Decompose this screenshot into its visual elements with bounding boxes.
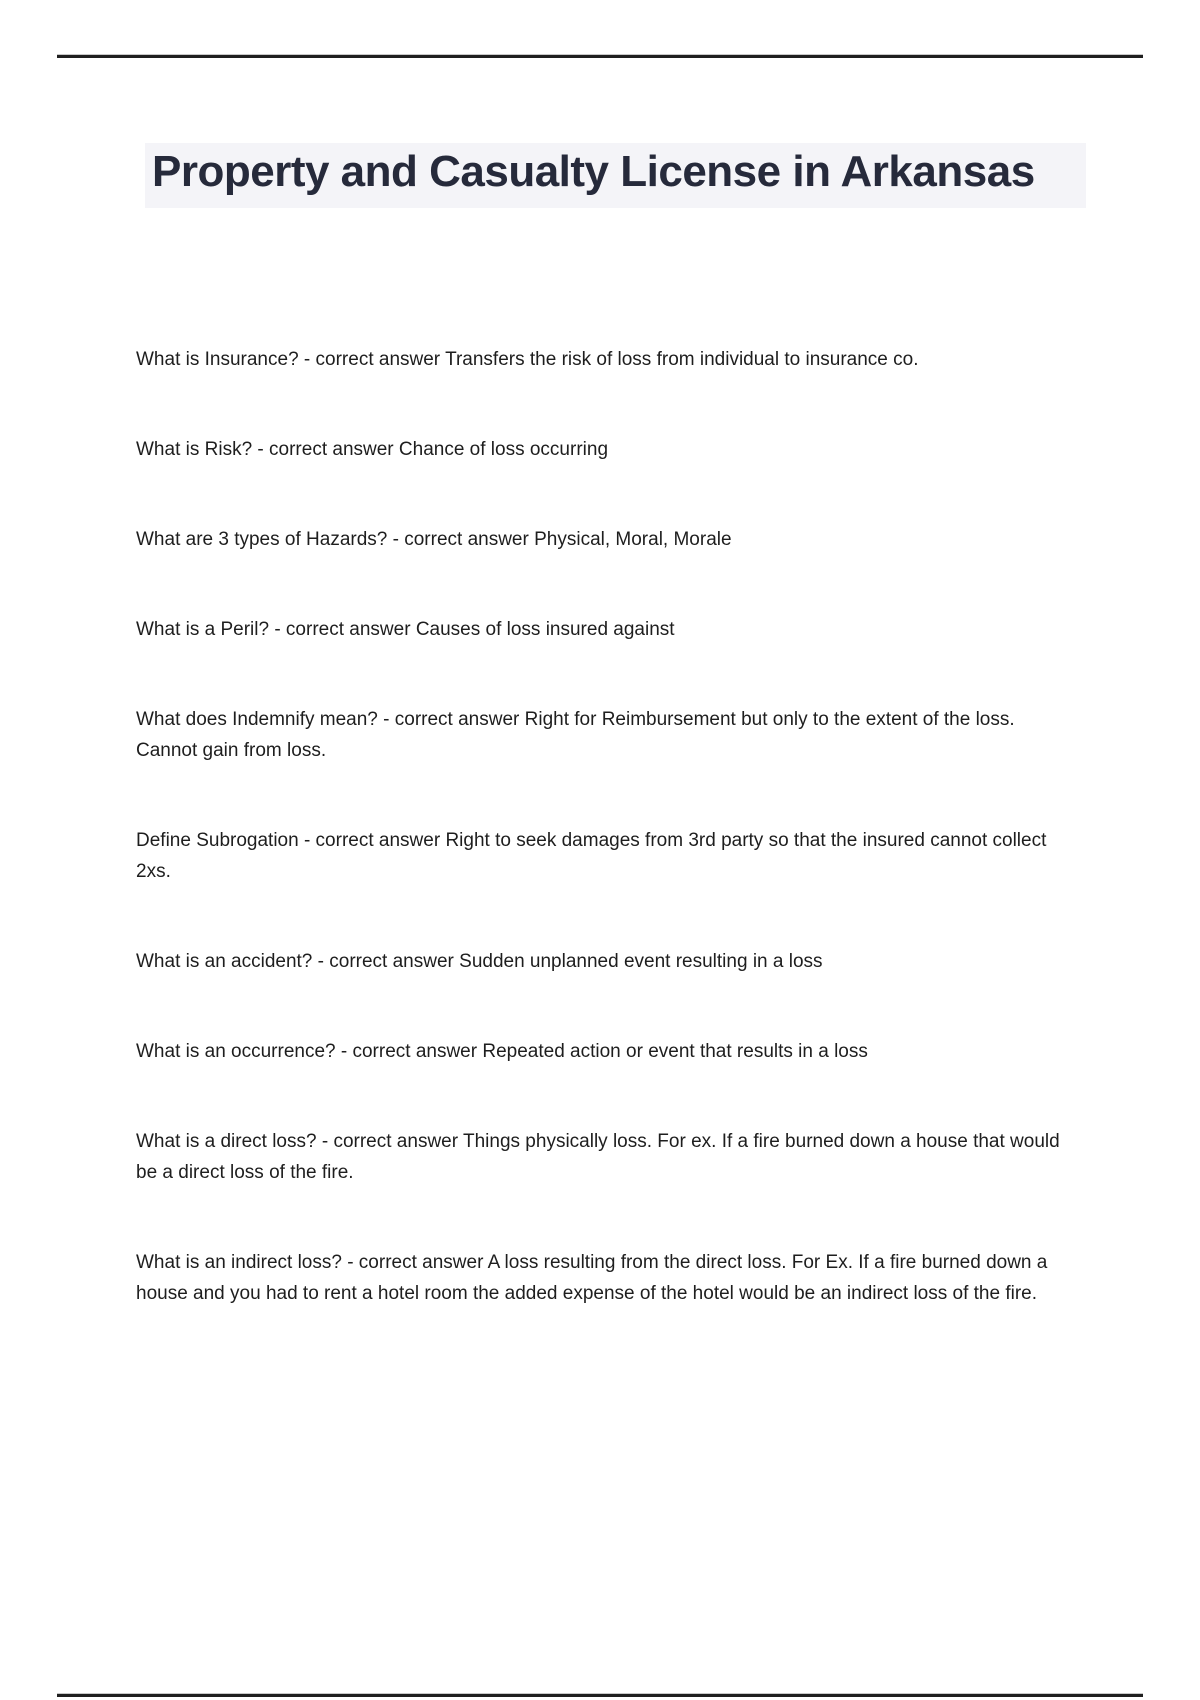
qa-answer: Causes of loss insured against (415, 619, 675, 640)
qa-answer: Sudden unplanned event resulting in a loss (459, 951, 823, 972)
qa-answer: Right for Reimbursement but only to the extent of the loss. Cannot gain from loss. (136, 709, 1015, 761)
qa-separator: - correct answer (303, 349, 441, 370)
qa-separator: - correct answer (274, 619, 411, 640)
qa-separator: - correct answer (392, 529, 529, 550)
qa-answer: Things physically loss. For ex. If a fire burned down a house that would be a direct loss of the fire. (136, 1131, 1060, 1183)
qa-question: What does Indemnify mean? (136, 709, 378, 730)
bottom-rule (57, 1694, 1143, 1697)
qa-question: What are 3 types of Hazards? (136, 529, 388, 550)
qa-item (136, 704, 1068, 766)
qa-answer: Chance of loss occurring (398, 439, 609, 460)
qa-item (136, 1126, 1068, 1188)
qa-separator: - correct answer (383, 709, 520, 730)
qa-item (136, 946, 1068, 977)
qa-question: What is a Peril? (136, 619, 270, 640)
qa-item (136, 434, 1068, 465)
qa-list (136, 344, 1068, 1368)
top-rule (57, 55, 1143, 58)
qa-item (136, 1247, 1068, 1309)
qa-question: What is Insurance? (136, 349, 299, 370)
qa-question: What is an occurrence? (136, 1041, 336, 1062)
qa-question: What is an accident? (136, 951, 313, 972)
qa-separator: - correct answer (257, 439, 394, 460)
qa-question: Define Subrogation (136, 830, 299, 851)
title-block (145, 143, 1086, 208)
qa-item (136, 825, 1068, 887)
qa-separator: - correct answer (340, 1041, 478, 1062)
qa-separator: - correct answer (317, 951, 454, 972)
qa-question: What is a direct loss? (136, 1131, 317, 1152)
qa-answer: Right to seek damages from 3rd party so that the insured cannot collect 2xs. (136, 830, 1047, 882)
qa-item (136, 614, 1068, 645)
qa-question: What is an indirect loss? (136, 1252, 342, 1273)
qa-separator: - correct answer (303, 830, 441, 851)
qa-separator: - correct answer (347, 1252, 484, 1273)
qa-question: What is Risk? (136, 439, 253, 460)
qa-answer: Physical, Moral, Morale (534, 529, 732, 550)
qa-answer: Repeated action or event that results in a loss (482, 1041, 868, 1062)
qa-separator: - correct answer (321, 1131, 459, 1152)
page-title: Property and Casualty License in Arkansas (152, 147, 1035, 196)
qa-answer: Transfers the risk of loss from individual to insurance co. (445, 349, 919, 370)
qa-answer: A loss resulting from the direct loss. For Ex. If a fire burned down a house and you had to rent a hotel room the added expense of the hotel would be an indirect loss of the fire. (136, 1252, 1048, 1304)
qa-item (136, 344, 1068, 375)
qa-item (136, 1036, 1068, 1067)
qa-item (136, 524, 1068, 555)
